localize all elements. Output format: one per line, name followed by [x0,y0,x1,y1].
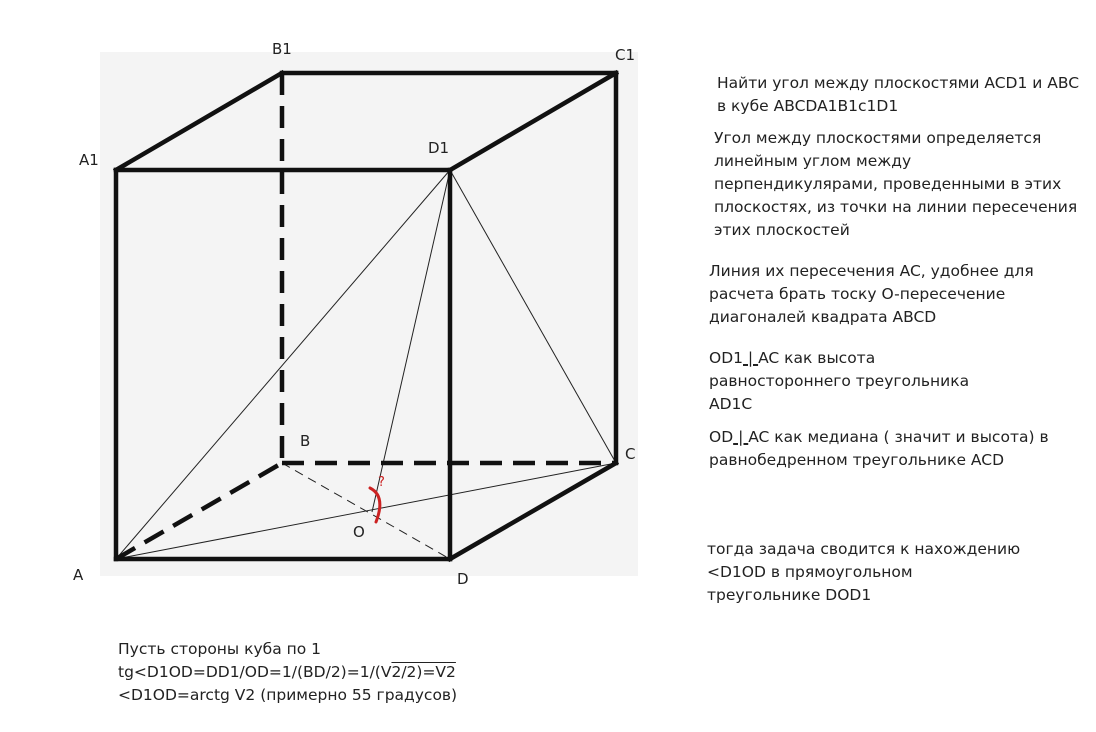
perpendicular-symbol: | [743,349,759,367]
label-o: O [353,523,365,541]
label-b1: B1 [272,40,292,58]
solution-line-2-part: tg<D1OD=DD1/OD=1/(BD/2)=1/(V [118,663,392,681]
explanation-line: этих плоскостей [714,221,850,239]
od1-line: AD1C [709,395,753,413]
intersection-line: Линия их пересечения AC, удобнее для [709,262,1034,280]
solution-line-3-part: <D1OD=arctg V [118,686,246,704]
explanation-line: перпендикулярами, проведенными в этих [714,175,1062,193]
explanation-line: Угол между плоскостями определяется [714,129,1042,147]
reduction-line: <D1OD в прямоугольном [707,563,913,581]
label-a1: A1 [79,151,99,169]
label-c: C [625,445,636,463]
od-text: AC как медиана ( значит и высота) в [748,428,1049,446]
od-label: OD [709,428,734,446]
solution-block [118,638,457,707]
od-statement [709,426,1049,472]
problem-line: в кубе ABCDA1B1c1D1 [717,97,899,115]
reduction-line: треугольнике DOD1 [707,586,872,604]
label-b: B [300,432,311,450]
od1-text: AC как высота [758,349,876,367]
solution-line-3 [118,684,457,707]
od1-statement [709,347,969,416]
label-d1: D1 [428,139,450,157]
reduction-text [707,538,1020,607]
angle-question-mark: ? [378,475,385,490]
sqrt-bar: 2 [446,663,456,681]
solution-line-1: Пусть стороны куба по 1 [118,640,322,658]
explanation-line: плоскостях, из точки на линии пересечения [714,198,1078,216]
reduction-line: тогда задача сводится к нахождению [707,540,1021,558]
intersection-line: расчета брать тоску O-пересечение [709,285,1006,303]
explanation-text [714,127,1077,242]
label-d: D [457,570,469,588]
problem-line: Найти угол между плоскостями ACD1 и ABC [717,74,1080,92]
solution-line-2 [118,661,457,684]
od1-line: равностороннего треугольника [709,372,970,390]
od1-label: OD1 [709,349,743,367]
sqrt-bar: 2/2)=V [391,663,447,681]
intersection-line: диагоналей квадрата ABCD [709,308,937,326]
od-line: равнобедренном треугольнике ACD [709,451,1005,469]
perpendicular-symbol: | [733,428,749,446]
label-c1: C1 [615,46,636,64]
label-a: A [73,566,84,584]
problem-statement [717,72,1079,118]
sqrt-bar: 2 (примерно 55 градусов) [245,686,458,704]
intersection-text [709,260,1034,329]
explanation-line: линейным углом между [714,152,912,170]
